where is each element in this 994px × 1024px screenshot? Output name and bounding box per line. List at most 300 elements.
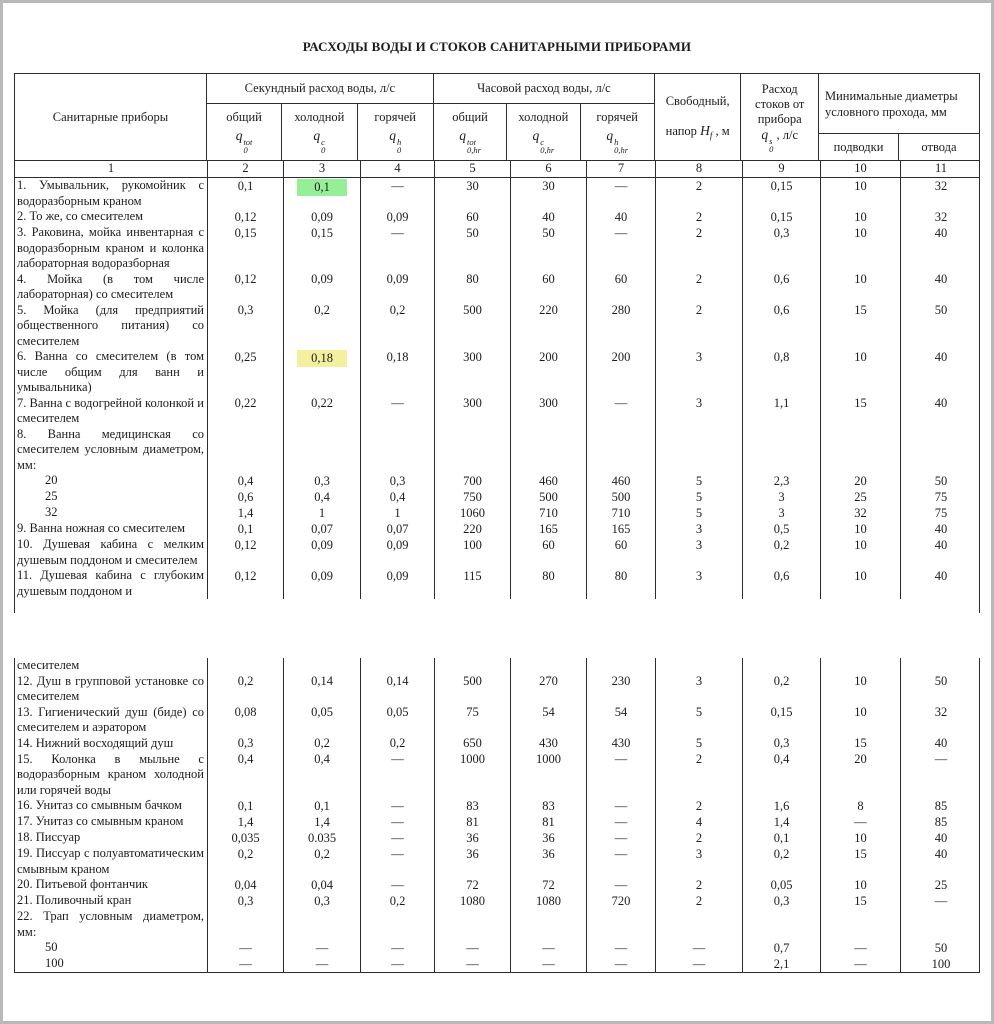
column-number: 3 [284,161,361,177]
value-cell: 36 [435,846,511,877]
value-cell: 0,035 [208,830,284,846]
value-cell: 200 [511,349,587,396]
value-cell: 0,4 [208,752,284,799]
value-cell: 40 [934,349,948,364]
header-drain-flow: Расход стоков от прибора q s 0 , л/с [741,74,819,160]
value-cell: 2 [656,893,743,909]
value-cell: 430 [511,736,587,752]
fixture-name: 22. Трап условным диаметром, мм: [15,909,208,940]
value-cell: 10 [821,568,901,599]
value-cell: 0,09 [284,209,361,225]
table-row [15,349,979,396]
value-cell: 720 [587,893,656,909]
value-cell: 2 [656,225,743,272]
value-cell: 115 [435,568,511,599]
value-cell: 3 [656,537,743,568]
value-cell [821,427,901,474]
header-second-flow-title: Секундный расход воды, л/с [207,74,433,104]
value-cell: 5 [656,505,743,521]
formula-q0hr-tot: q tot 0,hr [459,128,481,156]
value-cell: 0,3 [743,736,821,752]
value-cell: — [361,846,435,877]
column-number: 4 [361,161,435,177]
value-cell [435,909,511,940]
header-second-hot: горячей q h 0 [374,109,416,156]
value-cell: 4 [656,814,743,830]
value-cell: 1,4 [743,814,821,830]
value-cell: 10 [821,705,901,736]
value-cell: 60 [511,272,587,303]
value-cell: 40 [934,736,948,750]
header-diam-supply: подводки [819,134,899,160]
fixture-name: 20. Питьевой фонтанчик [15,877,208,893]
table-row [15,877,979,893]
value-cell: 0,07 [284,521,361,537]
value-cell: 60 [435,209,511,225]
value-cell [743,658,821,674]
value-cell: — [656,956,743,972]
value-cell: 0,22 [208,396,284,427]
value-cell [511,427,587,474]
value-cell: 710 [511,505,587,521]
value-cell: 165 [587,521,656,537]
value-cell: — [361,877,435,893]
value-cell: 3 [656,521,743,537]
value-cell: 0,8 [743,349,821,396]
value-cell: 32 [934,705,948,719]
value-cell: 0,2 [284,846,361,877]
value-cell: 40 [587,209,656,225]
header-hour-cold: холодной q c 0,hr [507,104,580,160]
value-cell: 2 [656,272,743,303]
value-cell [656,909,743,940]
table-row [15,956,979,972]
value-cell: 3 [743,505,821,521]
value-cell: 0,1 [743,830,821,846]
value-cell: 0,4 [284,489,361,505]
column-number: 10 [821,161,901,177]
value-cell: — [587,956,656,972]
value-cell: 10 [821,272,901,303]
value-cell: 0,2 [743,537,821,568]
value-cell: 75 [934,489,948,504]
value-cell: 0,1 [208,521,284,537]
fixture-name: 1. Умывальник, рукомойник с водоразборным краном [15,178,208,209]
fixture-name: 3. Раковина, мойка инвентарная с водоразборным краном и колонка лабораторная водоразборная [15,225,208,272]
table-row [15,830,979,846]
value-cell: — [284,956,361,972]
value-cell: 0,14 [284,674,361,705]
value-cell: 0,04 [208,877,284,893]
value-cell: 0,2 [361,736,435,752]
value-cell: 0,15 [284,225,361,272]
value-cell: 0,12 [208,568,284,599]
value-cell: 50 [435,225,511,272]
header-group-second-flow [207,74,434,160]
value-cell: 0,6 [743,272,821,303]
value-cell: — [361,396,435,427]
value-cell [743,427,821,474]
value-cell [284,349,361,396]
fixture-name: 21. Поливочный кран [15,893,208,909]
value-cell: 230 [587,674,656,705]
value-cell: 40 [934,396,948,410]
table-row [15,209,979,225]
water-flow-table [14,73,980,973]
value-cell: 1,1 [743,396,821,427]
value-cell: 270 [511,674,587,705]
fixture-name: 8. Ванна медицинская со смесителем условным диаметром, мм: [15,427,208,474]
value-cell: 2 [656,752,743,799]
value-cell: 10 [821,349,901,396]
value-cell: 80 [435,272,511,303]
value-cell: — [284,940,361,956]
formula-q0-tot: q tot 0 [235,128,253,156]
column-number: 11 [934,161,948,175]
value-cell: 1000 [511,752,587,799]
value-cell: 0,05 [284,705,361,736]
value-cell: 3 [656,568,743,599]
value-cell: — [511,940,587,956]
value-cell: 0,22 [284,396,361,427]
value-cell: 0,3 [284,473,361,489]
value-cell: 83 [511,798,587,814]
table-row [15,427,979,474]
value-cell: 0,2 [208,674,284,705]
value-cell: 0,6 [743,568,821,599]
header-diam-outlet: отвода [921,139,957,154]
value-cell: 1080 [435,893,511,909]
value-cell [901,909,981,940]
value-cell: — [361,814,435,830]
value-cell: 200 [587,349,656,396]
value-cell [361,909,435,940]
value-cell: — [587,178,656,209]
value-cell: 750 [435,489,511,505]
value-cell: — [361,940,435,956]
value-cell: 0,4 [208,473,284,489]
fixture-name: 7. Ванна с водогрейной колонкой и смесителем [15,396,208,427]
table-row [15,225,979,272]
column-number: 2 [208,161,284,177]
header-hour-hot: горячей q h 0,hr [596,109,638,156]
value-cell: 30 [435,178,511,209]
value-cell: — [821,814,901,830]
column-number: 8 [656,161,743,177]
value-cell: 0,3 [208,893,284,909]
value-cell: 300 [511,396,587,427]
formula-q0-s: q s 0 [761,126,774,154]
value-cell: — [208,956,284,972]
value-cell: 0,18 [361,349,435,396]
value-cell: — [435,940,511,956]
value-cell: 81 [511,814,587,830]
value-cell: 0,2 [361,303,435,350]
table-row [15,893,979,909]
value-cell: 40 [934,846,948,861]
value-cell: 1,4 [208,814,284,830]
value-cell: 2 [656,303,743,350]
table-row [15,940,979,956]
value-cell: 0,3 [208,736,284,752]
value-cell: — [587,830,656,846]
value-cell [284,658,361,674]
value-cell [511,658,587,674]
value-cell: 0,08 [208,705,284,736]
value-cell: 0,3 [284,893,361,909]
value-cell: 10 [821,674,901,705]
table-row [15,505,979,521]
highlighted-value: 0,1 [297,179,347,196]
value-cell: 0,2 [208,846,284,877]
value-cell: 3 [656,846,743,877]
value-cell [587,427,656,474]
value-cell: 2 [656,830,743,846]
table-row [15,658,979,674]
value-cell: 25 [821,489,901,505]
column-number: 5 [435,161,511,177]
header-hour-total: общий q tot 0,hr [434,104,507,160]
column-number: 6 [511,161,587,177]
value-cell: 2 [656,798,743,814]
value-cell: 54 [587,705,656,736]
value-cell: 1 [284,505,361,521]
value-cell: 710 [587,505,656,521]
value-cell: — [587,814,656,830]
value-cell: 650 [435,736,511,752]
fixture-name: 11. Душевая кабина с глубоким душевым поддоном и [15,568,208,599]
value-cell: 1,4 [284,814,361,830]
value-cell: 0.035 [284,830,361,846]
value-cell: 0,2 [284,736,361,752]
value-cell: 83 [435,798,511,814]
value-cell: — [587,396,656,427]
table-row [15,272,979,303]
fixture-name: 16. Унитаз со смывным бачком [15,798,208,814]
value-cell: 0,04 [284,877,361,893]
value-cell: 0,4 [361,489,435,505]
value-cell: 1060 [435,505,511,521]
value-cell: 0,14 [361,674,435,705]
value-cell: 5 [656,489,743,505]
value-cell: 0,09 [361,537,435,568]
fixture-name: 5. Мойка (для предприятий общественного питания) со смесителем [15,303,208,350]
value-cell: 100 [435,537,511,568]
value-cell: 5 [656,736,743,752]
fixture-name: 100 [15,956,208,972]
page-title: РАСХОДЫ ВОДЫ И СТОКОВ САНИТАРНЫМИ ПРИБОРАМИ [302,39,692,54]
value-cell: 50 [934,303,948,317]
value-cell: 220 [511,303,587,350]
value-cell: 32 [934,178,948,193]
value-cell: 500 [587,489,656,505]
value-cell: 460 [587,473,656,489]
value-cell: 15 [821,736,901,752]
formula-q0-c: q c 0 [313,128,326,156]
value-cell [656,427,743,474]
value-cell: 5 [656,705,743,736]
value-cell: 36 [511,830,587,846]
value-cell [656,658,743,674]
value-cell: 0,12 [208,209,284,225]
value-cell [361,658,435,674]
value-cell: — [361,225,435,272]
value-cell: 0,09 [284,272,361,303]
value-cell: 36 [435,830,511,846]
value-cell: 0,6 [743,303,821,350]
table-row [15,674,979,705]
value-cell: 500 [435,674,511,705]
value-cell: 50 [934,940,948,955]
value-cell: — [361,956,435,972]
table-row [15,303,979,350]
value-cell: 0,09 [361,568,435,599]
value-cell: — [587,225,656,272]
value-cell: 40 [934,830,948,845]
value-cell: 81 [435,814,511,830]
value-cell: 0,2 [743,846,821,877]
value-cell [361,427,435,474]
value-cell: 280 [587,303,656,350]
header-group-hour-flow [434,74,655,160]
table-row [15,568,979,599]
header-second-total: общий q tot 0 [207,104,282,160]
fixture-name: 15. Колонка в мыльне с водоразборным краном холодной или горячей воды [15,752,208,799]
table-row [15,178,979,209]
value-cell: 36 [511,846,587,877]
value-cell: 60 [587,272,656,303]
value-cell: 85 [934,798,948,813]
value-cell: 0,5 [743,521,821,537]
value-cell: 15 [821,893,901,909]
value-cell: 2 [656,877,743,893]
formula-Hf: $H_f$ [700,122,713,141]
value-cell [208,909,284,940]
value-cell: — [821,956,901,972]
value-cell: 0,3 [208,303,284,350]
fixture-name: 19. Писсуар с полуавтоматическим смывным краном [15,846,208,877]
value-cell: 15 [821,396,901,427]
fixture-name: 12. Душ в групповой установке со смесителем [15,674,208,705]
value-cell: — [587,940,656,956]
value-cell: 40 [934,272,948,286]
table-row [15,846,979,877]
value-cell: 700 [435,473,511,489]
value-cell: 0,3 [743,893,821,909]
value-cell: 10 [821,830,901,846]
value-cell: 2 [656,209,743,225]
value-cell: 0,15 [743,178,821,209]
value-cell [587,658,656,674]
formula-q0hr-h: q h 0,hr [606,128,629,156]
value-cell: 80 [587,568,656,599]
value-cell: 300 [435,396,511,427]
value-cell: 80 [511,568,587,599]
value-cell [821,909,901,940]
value-cell: 0,25 [208,349,284,396]
value-cell: — [511,956,587,972]
value-cell: 500 [511,489,587,505]
value-cell: 50 [934,473,948,488]
value-cell: 100 [931,956,951,971]
value-cell: 0,4 [284,752,361,799]
value-cell: — [587,752,656,799]
fixture-name: 9. Ванна ножная со смесителем [15,521,208,537]
table-row [15,909,979,940]
table-row [15,798,979,814]
column-numbers-row [14,160,980,178]
header-diameters-title: Минимальные диаметры условного прохода, мм [819,74,979,134]
value-cell: — [587,877,656,893]
value-cell: 40 [934,568,948,583]
value-cell: 0,05 [361,705,435,736]
value-cell: — [435,956,511,972]
table-row [15,396,979,427]
value-cell [284,909,361,940]
fixture-name: 6. Ванна со смесителем (в том числе общим для ванн и умывальника) [15,349,208,396]
value-cell: 165 [511,521,587,537]
value-cell: 0,12 [208,537,284,568]
value-cell: 430 [587,736,656,752]
value-cell: 75 [934,505,948,520]
fixture-name: 14. Нижний восходящий душ [15,736,208,752]
value-cell: 0,3 [361,473,435,489]
table-row [15,736,979,752]
value-cell: 0,05 [743,877,821,893]
value-cell: — [821,940,901,956]
value-cell: 15 [821,846,901,877]
fixture-name: 17. Унитаз со смывным краном [15,814,208,830]
column-number: 7 [587,161,656,177]
fixture-name: 25 [15,489,208,505]
column-number: 1 [15,161,208,177]
value-cell: 32 [934,209,948,224]
value-cell: 1,6 [743,798,821,814]
value-cell: 0,07 [361,521,435,537]
value-cell: 30 [511,178,587,209]
value-cell: — [934,893,948,908]
table-body-part-1 [14,178,980,613]
table-body-part-2 [14,658,980,973]
value-cell: — [208,940,284,956]
value-cell: 40 [934,521,948,536]
value-cell: — [934,752,948,766]
value-cell: 0,15 [743,209,821,225]
value-cell: 10 [821,521,901,537]
value-cell: 0,15 [743,705,821,736]
value-cell [284,178,361,209]
value-cell: 0,1 [208,798,284,814]
value-cell: 10 [821,537,901,568]
value-cell: 0,2 [743,674,821,705]
value-cell: — [361,798,435,814]
value-cell: 2,1 [743,956,821,972]
value-cell [743,909,821,940]
table-row [15,537,979,568]
value-cell: 5 [656,473,743,489]
value-cell: 10 [821,225,901,272]
value-cell: 10 [821,877,901,893]
fixture-name: 18. Писсуар [15,830,208,846]
value-cell: 0,1 [284,798,361,814]
value-cell [208,658,284,674]
table-row [15,489,979,505]
value-cell: 60 [511,537,587,568]
value-cell: 2,3 [743,473,821,489]
value-cell: 0,6 [208,489,284,505]
value-cell [511,909,587,940]
value-cell: 0,2 [284,303,361,350]
